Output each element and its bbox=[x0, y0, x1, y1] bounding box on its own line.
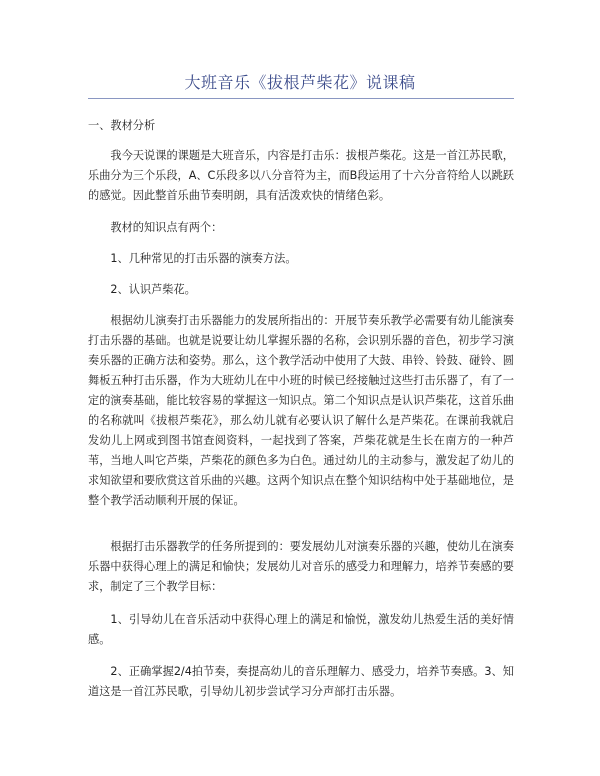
paragraph-analysis: 根据幼儿演奏打击乐器能力的发展所指出的：开展节奏乐教学必需要有幼儿能演奏打击乐器的基础。也就是说要让幼儿掌握乐器的名称，会识别乐器的音色，初步学习演奏乐器的正确方法和姿势。那么，这个教学活动中使用了大鼓、串铃、铃鼓、碰铃、圆舞板五种打击乐器，作为大班幼儿在中小班的时候已经接触过这些打击乐器了，有了一定的演奏基础，能比较容易的掌握这一知识点。第二个知识点是认识芦柴花，这首乐曲的名称就叫《拔根芦柴花》，那么幼儿就有必要认识了解什么是芦柴花。在课前我就启发幼儿上网或到图书馆查阅资料，一起找到了答案，芦柴花就是生长在南方的一种芦苇，当地人叫它芦柴，芦柴花的颜色多为白色。通过幼儿的主动参与，激发起了幼儿的求知欲望和要欣赏这首乐曲的兴趣。这两个知识点在整个知识结构中处于基础地位，是整个教学活动顺利开展的保证。 bbox=[88, 314, 514, 507]
paragraph-intro: 我今天说课的课题是大班音乐，内容是打击乐：拔根芦柴花。这是一首江苏民歌，乐曲分为三个乐段，A、C乐段多以八分音符为主，而B段运用了十六分音符给人以跳跃的感觉。因此整首乐曲节奏明朗，具有活泼欢快的情绪色彩。 bbox=[88, 149, 514, 202]
list-item-1: 1、几种常见的打击乐器的演奏方法。 bbox=[110, 252, 297, 265]
title-divider bbox=[88, 98, 514, 99]
goal-item-1: 1、引导幼儿在音乐活动中获得心理上的满足和愉悦，激发幼儿热爱生活的美好情感。 bbox=[88, 613, 514, 646]
document-title: 大班音乐《拔根芦柴花》说课稿 bbox=[184, 73, 416, 92]
section-heading: 一、教材分析 bbox=[88, 119, 156, 132]
paragraph-knowledge-points: 教材的知识点有两个： bbox=[110, 221, 223, 234]
goal-item-2-3: 2、正确掌握2/4拍节奏，奏提高幼儿的音乐理解力、感受力，培养节奏感。3、知道这是一首江苏民歌，引导幼儿初步尝试学习分声部打击乐器。 bbox=[88, 665, 514, 698]
paragraph-goals: 根据打击乐器教学的任务所提到的：要发展幼儿对演奏乐器的兴趣，使幼儿在演奏乐器中获得心理上的满足和愉快；发展幼儿对音乐的感受力和理解力，培养节奏感的要求，制定了三个教学目标： bbox=[88, 540, 514, 593]
list-item-2: 2、认识芦柴花。 bbox=[110, 283, 196, 296]
